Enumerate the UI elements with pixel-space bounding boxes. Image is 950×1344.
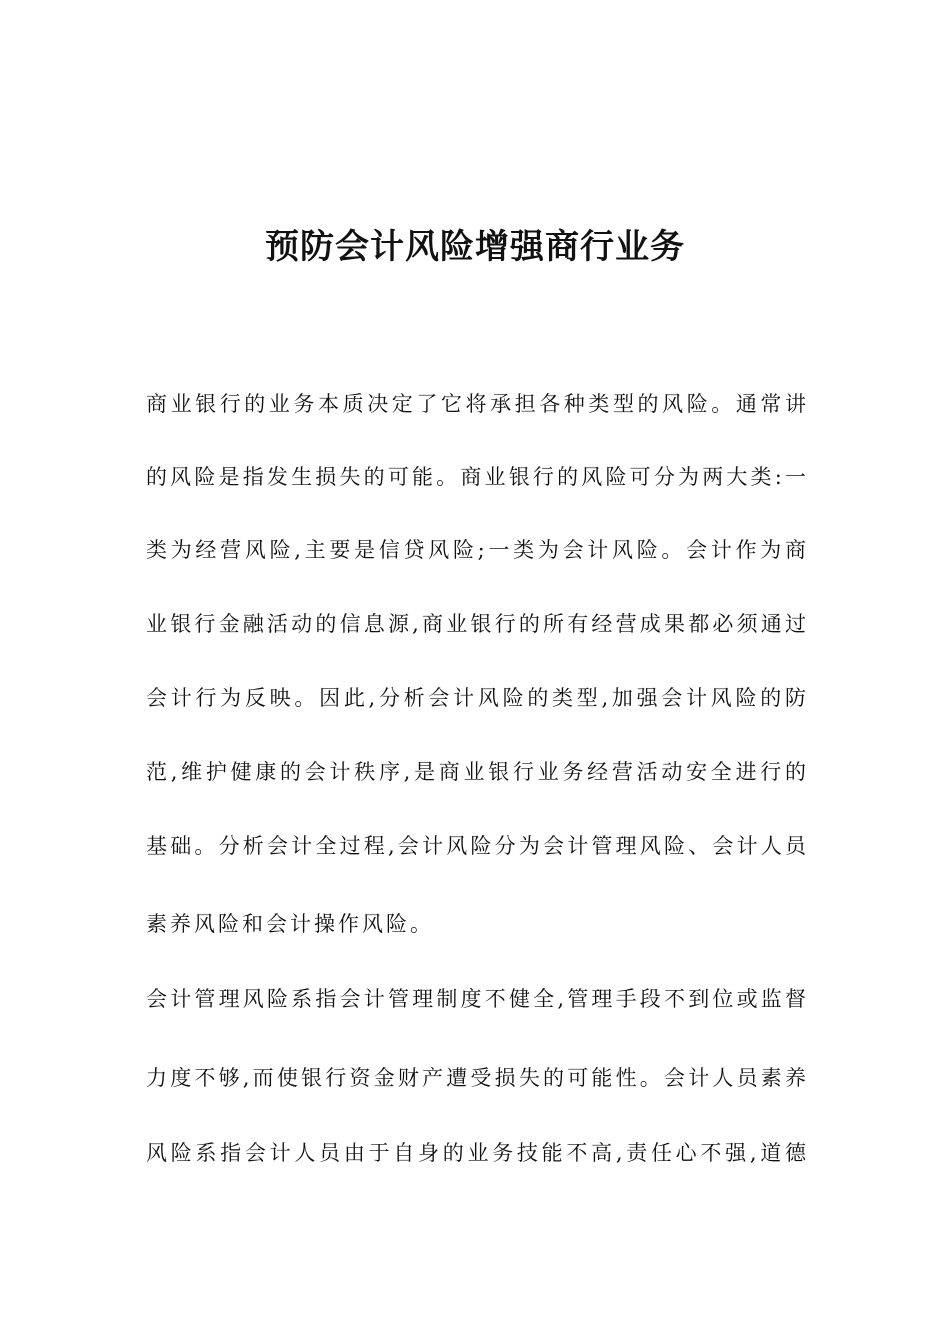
body-text-line: 范,维护健康的会计秩序,是商业银行业务经营活动安全进行的: [146, 760, 806, 784]
body-text-line: 力度不够,而使银行资金财产遭受损失的可能性。会计人员素养: [146, 1066, 806, 1090]
body-text-line: 风险系指会计人员由于自身的业务技能不高,责任心不强,道德: [146, 1141, 806, 1165]
body-text-line: 会计管理风险系指会计管理制度不健全,管理手段不到位或监督: [146, 987, 806, 1011]
body-text-line: 的风险是指发生损失的可能。商业银行的风险可分为两大类:一: [146, 465, 806, 489]
body-text-line: 会计行为反映。因此,分析会计风险的类型,加强会计风险的防: [146, 686, 806, 710]
body-text-line: 基础。分析会计全过程,会计风险分为会计管理风险、会计人员: [146, 834, 806, 858]
body-text-line: 类为经营风险,主要是信贷风险;一类为会计风险。会计作为商: [146, 538, 806, 562]
body-text-line: 业银行金融活动的信息源,商业银行的所有经营成果都必须通过: [146, 612, 806, 636]
body-text-line: 素养风险和会计操作风险。: [146, 912, 434, 936]
document-title: 预防会计风险增强商行业务: [265, 227, 685, 267]
body-text-line: 商业银行的业务本质决定了它将承担各种类型的风险。通常讲: [146, 392, 806, 416]
